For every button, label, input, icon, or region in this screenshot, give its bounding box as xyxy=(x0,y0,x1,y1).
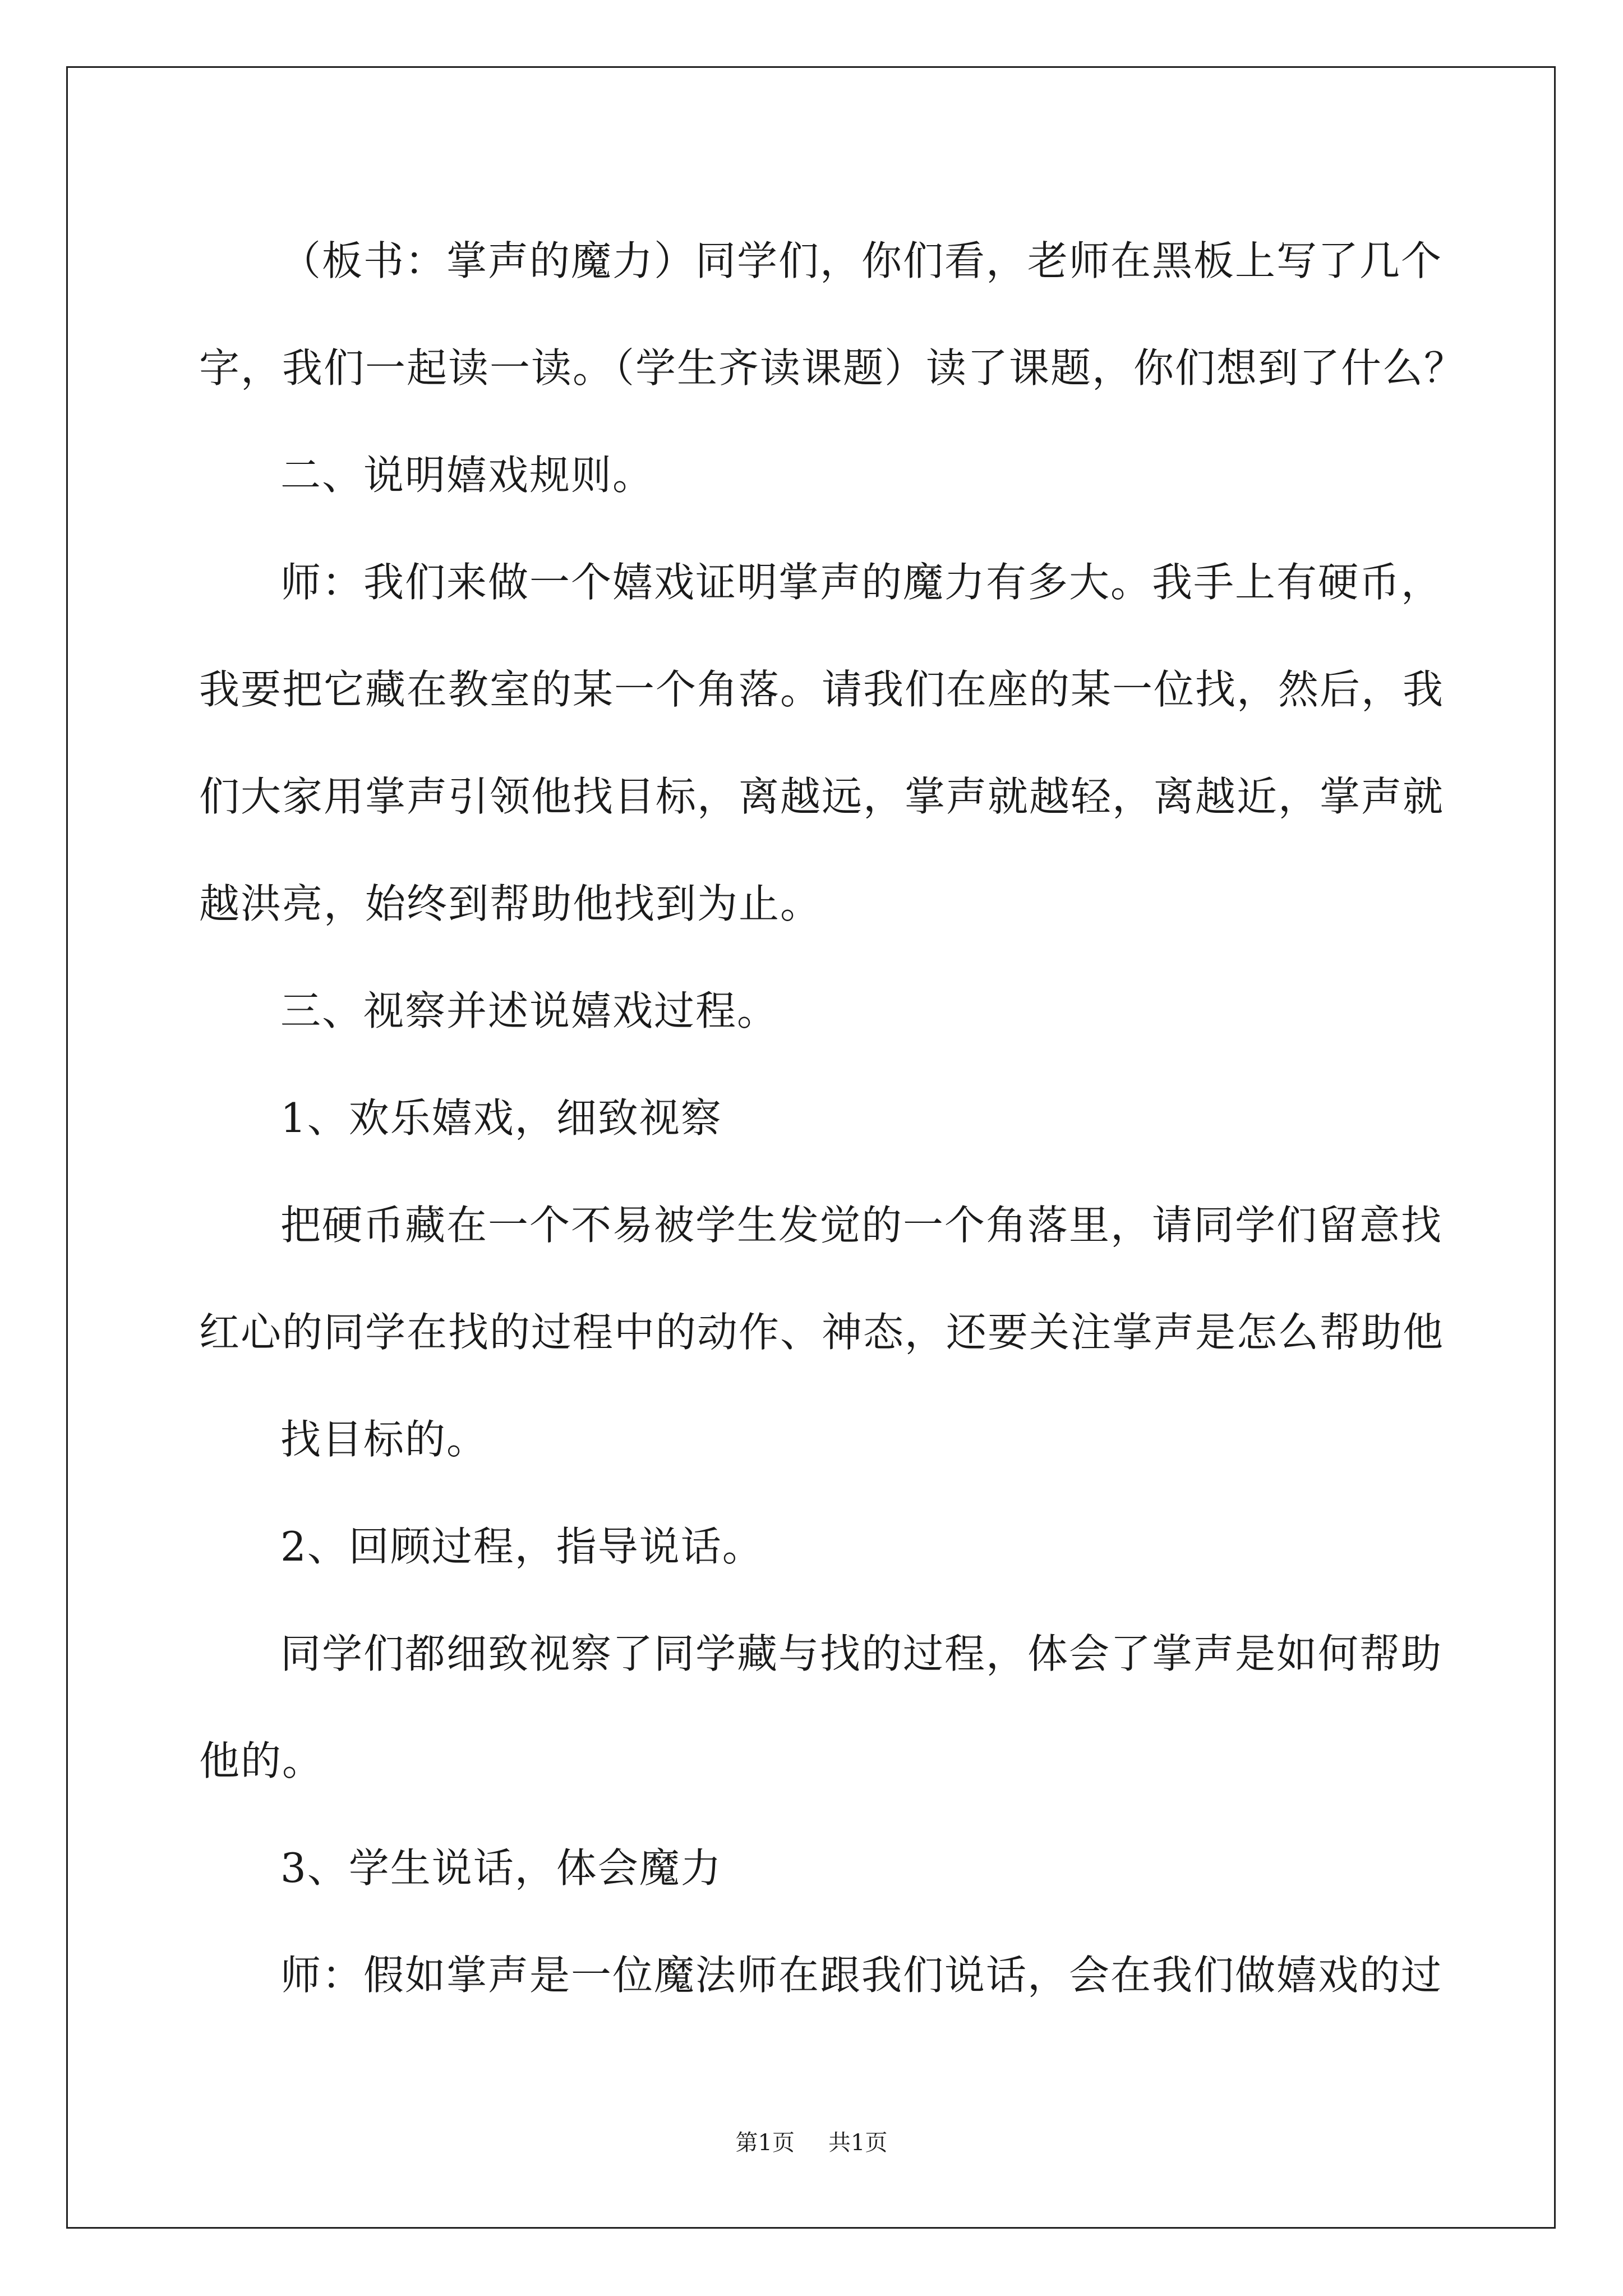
paragraph-line: 师：假如掌声是一位魔法师在跟我们说话，会在我们做嬉戏的过 xyxy=(280,1952,1443,1999)
subsection-heading: 3、学生说话，体会魔力 xyxy=(280,1844,722,1892)
paragraph-line: 找目标的。 xyxy=(280,1416,488,1463)
subsection-heading: 2、回顾过程，指导说话。 xyxy=(280,1523,764,1570)
subsection-heading: 1、欢乐嬉戏，细致视察 xyxy=(280,1094,722,1142)
paragraph-line: 他的。 xyxy=(199,1737,324,1784)
paragraph-line: 红心的同学在找的过程中的动作、神态，还要关注掌声是怎么帮助他 xyxy=(199,1309,1445,1356)
paragraph-line: 越洪亮，始终到帮助他找到为止。 xyxy=(199,880,822,927)
paragraph-line: 字，我们一起读一读。（学生齐读课题）读了课题，你们想到了什么？ xyxy=(199,344,1466,392)
paragraph-line: 师：我们来做一个嬉戏证明掌声的魔力有多大。我手上有硬币， xyxy=(280,559,1443,606)
page-total: 共1页 xyxy=(828,2130,888,2156)
document-body xyxy=(199,208,1466,2029)
paragraph-line: 把硬币藏在一个不易被学生发觉的一个角落里，请同学们留意找 xyxy=(280,1202,1443,1249)
page-footer xyxy=(0,2129,1623,2157)
section-heading: 三、视察并述说嬉戏过程。 xyxy=(280,987,779,1034)
page-number: 第1页 xyxy=(735,2130,795,2156)
paragraph-line: （板书：掌声的魔力）同学们，你们看，老师在黑板上写了几个 xyxy=(280,237,1443,284)
paragraph-line: 我要把它藏在教室的某一个角落。请我们在座的某一位找，然后，我 xyxy=(199,666,1445,713)
paragraph-line: 们大家用掌声引领他找目标，离越远，掌声就越轻，离越近，掌声就 xyxy=(199,773,1445,820)
section-heading: 二、说明嬉戏规则。 xyxy=(280,452,654,499)
paragraph-line: 同学们都细致视察了同学藏与找的过程，体会了掌声是如何帮助 xyxy=(280,1630,1443,1677)
